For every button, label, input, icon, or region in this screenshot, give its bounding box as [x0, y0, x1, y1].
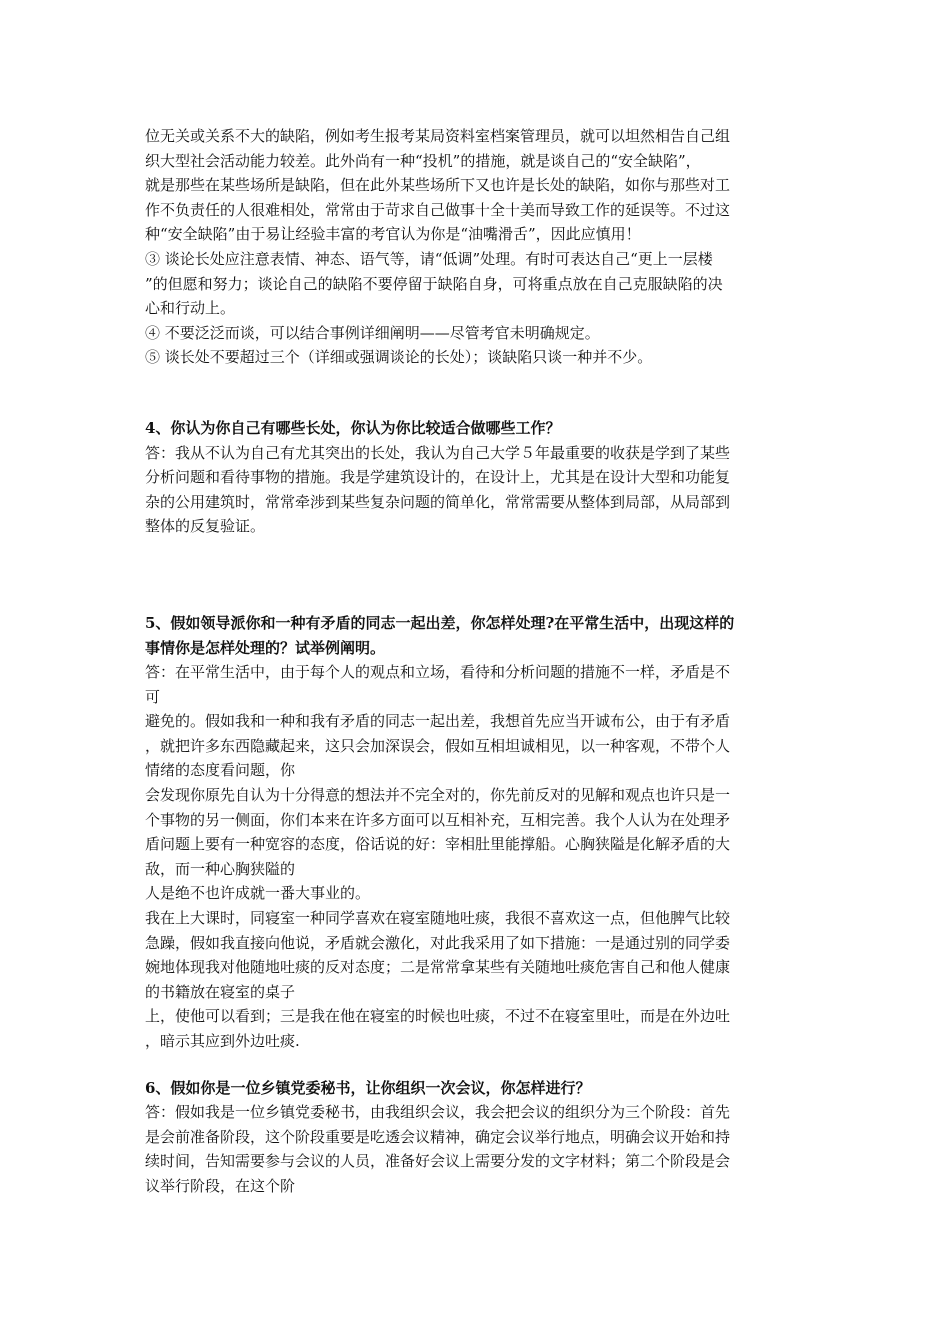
document-page	[145, 124, 815, 1199]
paragraph-line: 作不负责任的人很难相处，常常由于苛求自己做事十全十美而导致工作的延误等。不过这	[145, 200, 731, 219]
answer-line: ，就把许多东西隐藏起来，这只会加深误会，假如互相坦诚相见，以一种客观，不带个人	[145, 736, 731, 755]
answer-line: 续时间，告知需要参与会议的人员，准备好会议上需要分发的文字材料；第二个阶段是会	[145, 1152, 731, 1171]
question-5-block	[145, 611, 815, 1054]
question-heading: 事情你是怎样处理的？试举例阐明。	[145, 638, 386, 657]
question-4-block	[145, 416, 815, 539]
paragraph-line: 种“安全缺陷”由于易让经验丰富的考官认为你是“油嘴滑舌”，因此应慎用！	[145, 225, 641, 244]
answer-line: 个事物的另一侧面，你们本来在许多方面可以互相补充，互相完善。我个人认为在处理矛	[145, 810, 731, 829]
paragraph-line: 就是那些在某些场所是缺陷，但在此外某些场所下又也许是长处的缺陷，如你与那些对工	[145, 176, 731, 195]
paragraph-line: 心和行动上。	[145, 299, 236, 318]
answer-line: 杂的公用建筑时，常常牵涉到某些复杂问题的简单化，常常需要从整体到局部，从局部到	[145, 492, 731, 511]
answer-line: 答：在平常生活中，由于每个人的观点和立场，看待和分析问题的措施不一样，矛盾是不	[145, 663, 731, 682]
answer-line: 会发现你原先自认为十分得意的想法并不完全对的，你先前反对的见解和观点也许只是一	[145, 786, 731, 805]
paragraph-line: 织大型社会活动能力较差。此外尚有一种“投机”的措施，就是谈自己的“安全缺陷”，	[145, 151, 701, 170]
answer-line: 答：假如我是一位乡镇党委秘书，由我组织会议，我会把会议的组织分为三个阶段：首先	[145, 1103, 731, 1122]
question-6-block	[145, 1076, 815, 1199]
answer-line: 情绪的态度看问题，你	[145, 761, 296, 780]
answer-line: 婉地体现我对他随地吐痰的反对态度；二是常常拿某些有关随地吐痰危害自己和他人健康	[145, 958, 731, 977]
answer-line: 避免的。假如我和一种和我有矛盾的同志一起出差，我想首先应当开诚布公，由于有矛盾	[145, 712, 731, 731]
paragraph-line: 位无关或关系不大的缺陷，例如考生报考某局资料室档案管理员，就可以坦然相告自己组	[145, 127, 731, 145]
answer-line: 答：我从不认为自己有尤其突出的长处，我认为自己大学５年最重要的收获是学到了某些	[145, 443, 731, 462]
paragraph-line: ”的但愿和努力；谈论自己的缺陷不要停留于缺陷自身，可将重点放在自己克服缺陷的决	[145, 274, 723, 293]
answer-line: 盾问题上要有一种宽容的态度，俗话说的好：宰相肚里能撑船。心胸狭隘是化解矛盾的大	[145, 835, 731, 854]
answer-line: 急躁，假如我直接向他说，矛盾就会激化，对此我采用了如下措施：一是通过别的同学委	[145, 933, 731, 952]
list-item-5: ⑤ 谈长处不要超过三个（详细或强调谈论的长处）；谈缺陷只谈一种并不少。	[145, 348, 653, 367]
question-heading: 5、假如领导派你和一种有矛盾的同志一起出差，你怎样处理?在平常生活中，出现这样的	[145, 613, 735, 632]
answer-line: 人是绝不也许成就一番大事业的。	[145, 884, 371, 903]
answer-line: 整体的反复验证。	[145, 517, 266, 536]
answer-line: ，暗示其应到外边吐痰.	[145, 1032, 300, 1050]
answer-line: 可	[145, 687, 161, 706]
question-heading: 6、假如你是一位乡镇党委秘书，让你组织一次会议，你怎样进行？	[145, 1078, 591, 1097]
answer-line: 议举行阶段，在这个阶	[145, 1176, 296, 1195]
answer-line: 上，使他可以看到；三是我在他在寝室的时候也吐痰，不过不在寝室里吐，而是在外边吐	[145, 1007, 731, 1026]
list-item-3: ③ 谈论长处应注意表情、神态、语气等，请“低调”处理。有时可表达自己“更上一层楼	[145, 249, 713, 268]
answer-line: 分析问题和看待事物的措施。我是学建筑设计的，在设计上，尤其是在设计大型和功能复	[145, 468, 731, 487]
list-item-4: ④ 不要泛泛而谈，可以结合事例详细阐明——尽管考官未明确规定。	[145, 323, 600, 342]
answer-line: 我在上大课时，同寝室一种同学喜欢在寝室随地吐痰，我很不喜欢这一点，但他脾气比较	[145, 909, 731, 928]
answer-line: 的书籍放在寝室的桌子	[145, 982, 296, 1001]
question-heading: 4、你认为你自己有哪些长处，你认为你比较适合做哪些工作？	[145, 418, 561, 437]
answer-line: 是会前准备阶段，这个阶段重要是吃透会议精神，确定会议举行地点，明确会议开始和持	[145, 1127, 731, 1146]
answer-line: 敌，而一种心胸狭隘的	[145, 859, 296, 878]
section-top-paragraph	[145, 124, 815, 370]
